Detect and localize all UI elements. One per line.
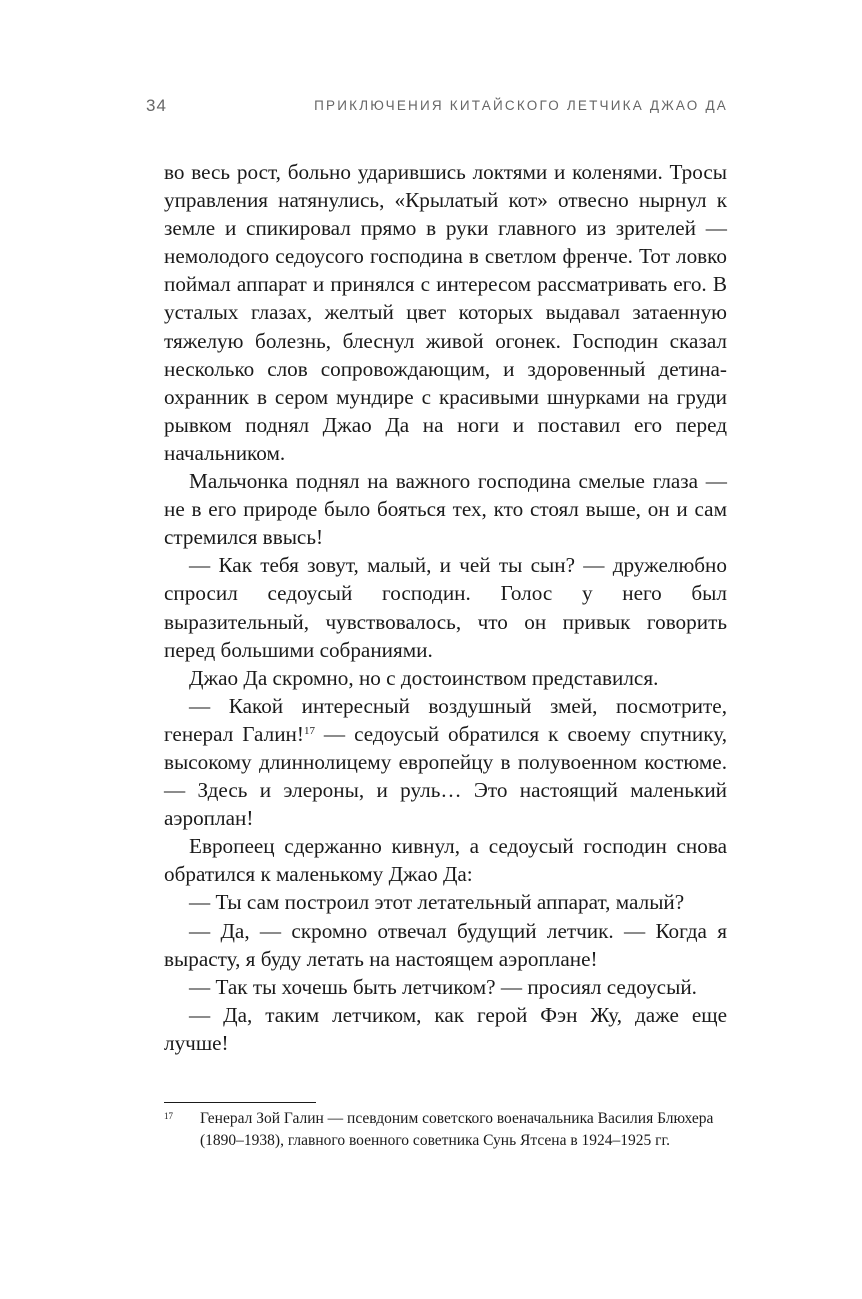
footnote-reference[interactable]: 17 [303, 724, 315, 737]
paragraph-5 [164, 692, 727, 832]
paragraph-10: — Да, таким летчиком, как герой Фэн Жу, даже еще лучше! [164, 1002, 727, 1055]
footnote [164, 1108, 727, 1153]
paragraph-2: Мальчонка поднял на важного господина смелые глаза — не в его природе было бояться тех, кто стоял выше, он и сам стремился ввысь! [164, 469, 727, 550]
paragraph-9: — Так ты хочешь быть летчиком? — просиял седоусый. [189, 974, 697, 999]
paragraph-5-text-end: — седоусый обратился к своему спутнику, высокому длиннолицему европейцу в полувоенном костюме. — Здесь и элероны, и руль… Это настоящий маленький аэроплан! [164, 721, 728, 831]
footnote-divider [164, 1102, 316, 1103]
paragraph-3: — Как тебя зовут, малый, и чей ты сын? — дружелюбно спросил седоусый господин. Голос у него был выразительный, чувствовалось, что он привык говорить перед большими собраниями. [164, 553, 727, 662]
paragraph-6: Европеец сдержанно кивнул, а седоусый господин снова обратился к маленькому Джао Да: [164, 834, 727, 887]
running-title: ПРИКЛЮЧЕНИЯ КИТАЙСКОГО ЛЕТЧИКА ДЖАО ДА [314, 98, 728, 113]
footnote-number: 17 [164, 1111, 173, 1121]
paragraph-7: — Ты сам построил этот летательный аппарат, малый? [189, 890, 685, 915]
page-header [146, 96, 728, 120]
paragraph-5-text-start: — Какой интересный воздушный змей, посмотрите, генерал Галин! [164, 693, 727, 746]
page-number: 34 [146, 96, 167, 115]
paragraph-8: — Да, — скромно отвечал будущий летчик. — Когда я вырасту, я буду летать на настоящем аэроплане! [164, 918, 727, 971]
paragraph-1: во весь рост, больно ударившись локтями и коленями. Тросы управления натянулись, «Крылатый кот» отвесно нырнул к земле и спикировал прямо в руки главного из зрителей — немолодого седоусого господина в светлом френче. Тот ловко поймал аппарат и принялся с интересом рассматривать его. В усталых глазах, желтый цвет которых выдавал затаенную тяжелую болезнь, блеснул живой огонек. Господин сказал несколько слов сопровождающим, и здоровенный детина-охранник в сером мундире с красивыми шнурками на груди рывком поднял Джао Да на ноги и поставил его перед начальником. [164, 160, 727, 465]
body-text [164, 158, 727, 1057]
paragraph-4: Джао Да скромно, но с достоинством представился. [189, 665, 659, 690]
footnote-text: Генерал Зой Галин — псевдоним советского военачальника Василия Блюхера (1890–1938), главного военного советника Сунь Ятсена в 1924–1925 гг. [200, 1110, 714, 1150]
